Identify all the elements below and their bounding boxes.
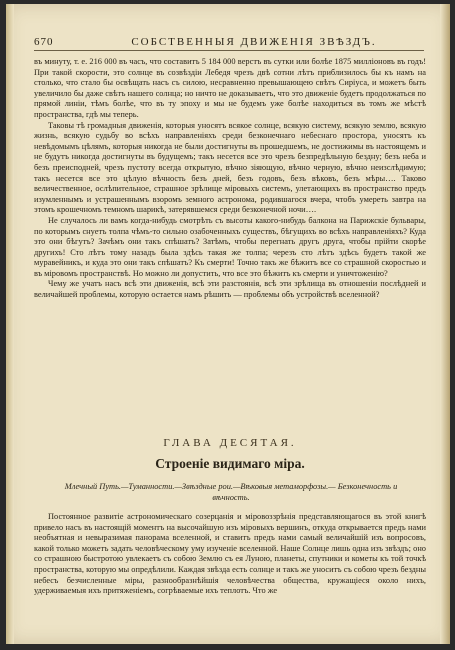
chapter-heading: ГЛАВА ДЕСЯТАЯ.	[163, 437, 297, 449]
paragraph: Постоянное развитіе астрономическаго созерцанія и міровоззрѣнія представляющагося въ этой книгѣ привело насъ въ настоящій моментъ на высочайшую изъ міровыхъ вершинъ, откуда открывается предъ нами необъятная и невыразимая панорама вселенной, и ставитъ предъ нами самый величайшій изъ вопросовъ, какой только можетъ задать человѣческому уму изученіе вселенной. Наше Солнце лишь одна изъ звѣздъ; оно со страшною быстротою увлекаетъ съ собою Землю съ ея Луною, планеты, спутники и кометы къ той точкѣ пространства, которую мы опредѣлили. Каждая звѣзда есть солнце и такъ же уноситъ съ собою чрезъ бездны небесъ безчисленные міры, разнообразнѣйшія человѣчества общества, кружащіеся около нихъ, удерживаемыя ихъ притяженіемъ, согрѣваемые ихъ теплотъ. Что же	[34, 512, 426, 596]
header-rule	[34, 50, 424, 51]
paragraph: въ минуту, т. е. 216 000 въ часъ, что составитъ 5 184 000 верстъ въ сутки или болѣе 1875 милліоновъ въ годъ! При такой скорости, это солнце въ созвѣздіи Лебедя чрезъ двѣ сотни лѣтъ приблизилось бы къ намъ на столько, что стало бы освѣщать насъ съ силою, несравненно превышающею свѣтъ Сиріуса, и можетъ быть увеличило бы даже свѣтъ нашего солнца; но ничто не доказываетъ, что это движеніе будетъ продолжаться по прямой линіи, тѣмъ болѣе, что въ ту эпоху и мы не будемъ уже болѣе находиться въ томъ же мѣстѣ пространства, гдѣ мы теперь.	[34, 57, 426, 119]
page-left-edge	[6, 4, 14, 644]
paragraph: Чему же учатъ насъ всѣ эти движенія, всѣ эти разстоянія, всѣ эти зрѣлища въ отношеніи послѣдней и величайшей проблемы, которую остается намъ рѣшить — проблемы объ устройствѣ вселенной?	[34, 279, 426, 300]
page-right-edge	[440, 4, 450, 644]
book-page	[6, 4, 450, 644]
chapter-title: Строеніе видимаго міра.	[155, 456, 305, 471]
chapter-body-text	[34, 512, 426, 597]
chapter-summary: Млечный Путь.—Туманности.—Звѣздные рои.—Вѣковыя метаморфозы.— Безконечность и вѣчность.	[64, 482, 398, 502]
running-head: СОБСТВЕННЫЯ ДВИЖЕНІЯ ЗВѢЗДЪ.	[131, 36, 377, 48]
paragraph: Таковы тѣ громадныя движенія, которыя уносятъ всякое солнце, всякую систему, всякую землю, всякую жизнь, всякую судьбу во всѣхъ направленіяхъ среди безконечнаго небеснаго простора, уносятъ къ невѣдомымъ цѣлямъ, которыя никогда не были достигнуты въ прошедшемъ, не достижимы въ настоящемъ и не будутъ никогда достигнуты въ будущемъ; такъ несется все это чрезъ безпредѣльную бездну; безъ неба и безъ преисподней, чрезъ пустоту всегда открытую, вѣчно зіяющую, вѣчно черную, вѣчно неизслѣдимую; такъ несется все это цѣлую вѣчность безъ дней, безъ годовъ, безъ вѣковъ, безъ мѣры…. Таково величественное, ослѣпительное, страшное зрѣлище міровыхъ системъ, улетающихъ въ пространство предъ изумленнымъ и устрашеннымъ взоромъ земного астронома, родившагося вчера, чтобъ умереть завтра на этомъ крошечномъ темномъ шарикѣ, затерявшемся среди безконечной ночи….	[34, 120, 426, 215]
paragraph: Не случалось ли вамъ когда-нибудь смотрѣть съ высоты какого-нибудь балкона на Парижскіе бульвары, по которымъ снуетъ толпа чѣмъ-то сильно озабоченныхъ существъ, бѣгущихъ во всѣхъ направленіяхъ? Куда это они бѣгутъ? Зачѣмъ они такъ спѣшатъ? Затѣмъ, чтобы перегнать другъ друга, чтобы прійти скорѣе другихъ! Сто лѣтъ тому назадъ была здѣсь такая же толпа; черезъ сто лѣтъ здѣсь будетъ такой же муравейникъ, и куда это они такъ спѣшатъ? Къ смерти! Точно такъ же бѣжитъ все со страшной скоростью и въ міровомъ пространствѣ. Но можно ли допустить, что все это бѣжитъ къ смерти и уничтоженію?	[34, 215, 426, 278]
body-text	[34, 57, 426, 301]
page-header	[34, 36, 424, 52]
page-number: 670	[34, 36, 54, 48]
